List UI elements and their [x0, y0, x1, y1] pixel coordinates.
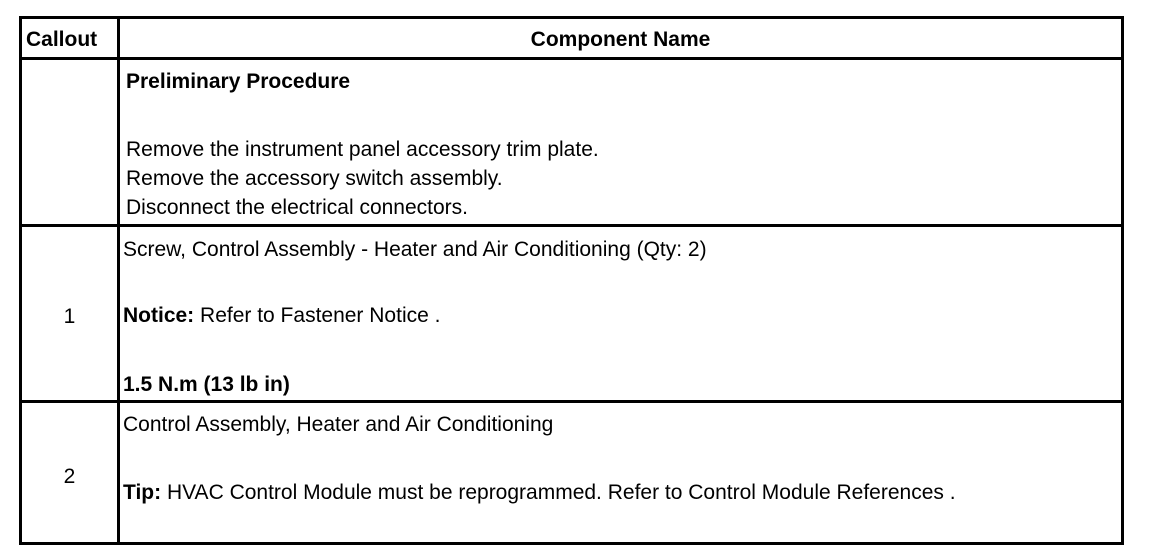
column-divider [117, 19, 120, 542]
torque-spec: 1.5 N.m (13 lb in) [123, 373, 290, 396]
preliminary-step: Remove the instrument panel accessory trim plate. [126, 138, 599, 161]
callout-header: Callout [26, 28, 98, 51]
preliminary-title: Preliminary Procedure [126, 70, 351, 93]
callout-number: 2 [63, 465, 76, 488]
component-name-header: Component Name [530, 28, 711, 51]
tip-line [123, 481, 956, 505]
tip-label: Tip: [123, 481, 162, 504]
component-table [19, 16, 1124, 545]
notice-line [123, 304, 440, 328]
row-divider [22, 224, 1121, 227]
tip-text: HVAC Control Module must be reprogrammed. Refer to Control Module References . [161, 481, 956, 504]
component-name: Control Assembly, Heater and Air Conditioning [123, 413, 554, 436]
notice-text: Refer to Fastener Notice . [194, 304, 441, 327]
header-divider [22, 57, 1121, 60]
component-name: Screw, Control Assembly - Heater and Air Conditioning (Qty: 2) [123, 238, 707, 261]
notice-label: Notice: [123, 304, 195, 327]
preliminary-step: Disconnect the electrical connectors. [126, 196, 468, 219]
preliminary-step: Remove the accessory switch assembly. [126, 167, 503, 190]
row-divider [22, 400, 1121, 403]
callout-number: 1 [63, 305, 76, 328]
